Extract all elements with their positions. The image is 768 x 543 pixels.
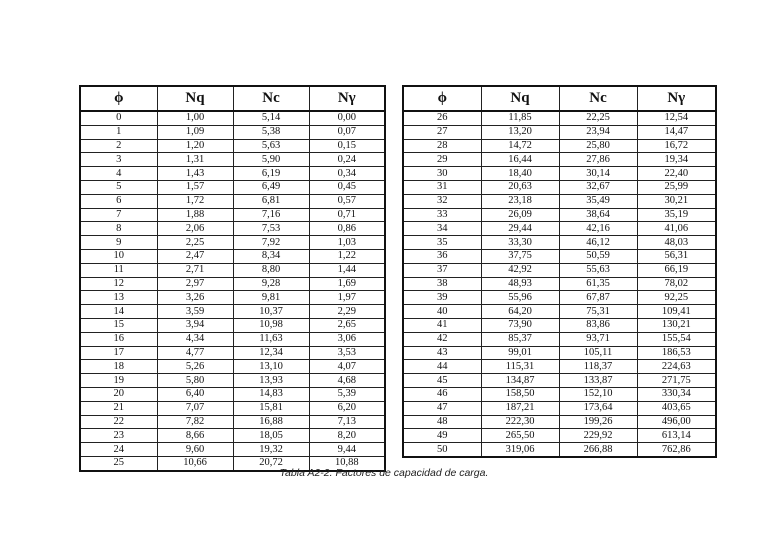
ngamma-cell: 1,44 — [309, 263, 385, 277]
header-nq: Nq — [157, 86, 233, 111]
table-row — [80, 249, 385, 263]
nc-cell: 93,71 — [559, 332, 637, 346]
nc-cell: 83,86 — [559, 318, 637, 332]
phi-cell: 15 — [80, 318, 157, 332]
table-row — [403, 429, 716, 443]
phi-cell: 26 — [403, 111, 481, 125]
nc-cell: 18,05 — [233, 429, 309, 443]
table-row — [80, 277, 385, 291]
ngamma-cell: 12,54 — [637, 111, 716, 125]
ngamma-cell: 496,00 — [637, 415, 716, 429]
ngamma-cell: 130,21 — [637, 318, 716, 332]
nq-cell: 26,09 — [481, 208, 559, 222]
nq-cell: 20,63 — [481, 180, 559, 194]
nq-cell: 55,96 — [481, 291, 559, 305]
table-row — [80, 167, 385, 181]
ngamma-cell: 0,45 — [309, 180, 385, 194]
table-row — [80, 194, 385, 208]
table-row — [403, 443, 716, 457]
ngamma-cell: 0,86 — [309, 222, 385, 236]
ngamma-cell: 403,65 — [637, 401, 716, 415]
table-caption: Tabla A2-2. Factores de capacidad de carga. — [279, 467, 489, 479]
nq-cell: 7,82 — [157, 415, 233, 429]
nc-cell: 6,19 — [233, 167, 309, 181]
ngamma-cell: 109,41 — [637, 305, 716, 319]
ngamma-cell: 186,53 — [637, 346, 716, 360]
nc-cell: 75,31 — [559, 305, 637, 319]
nq-cell: 265,50 — [481, 429, 559, 443]
nq-cell: 5,26 — [157, 360, 233, 374]
nq-cell: 1,72 — [157, 194, 233, 208]
ngamma-cell: 9,44 — [309, 443, 385, 457]
table-row — [80, 374, 385, 388]
phi-cell: 18 — [80, 360, 157, 374]
table-row — [80, 236, 385, 250]
phi-cell: 33 — [403, 208, 481, 222]
nc-cell: 5,90 — [233, 153, 309, 167]
phi-cell: 7 — [80, 208, 157, 222]
table-row — [403, 415, 716, 429]
header-ngamma: Nγ — [637, 86, 716, 111]
nq-cell: 187,21 — [481, 401, 559, 415]
nc-cell: 118,37 — [559, 360, 637, 374]
phi-cell: 22 — [80, 415, 157, 429]
phi-cell: 32 — [403, 194, 481, 208]
ngamma-cell: 25,99 — [637, 180, 716, 194]
table-row — [80, 125, 385, 139]
table-row — [80, 180, 385, 194]
table-row — [403, 360, 716, 374]
table-row — [403, 111, 716, 125]
nq-cell: 4,34 — [157, 332, 233, 346]
phi-cell: 45 — [403, 374, 481, 388]
table-row — [80, 305, 385, 319]
nq-cell: 3,94 — [157, 318, 233, 332]
phi-cell: 27 — [403, 125, 481, 139]
nq-cell: 1,57 — [157, 180, 233, 194]
nc-cell: 67,87 — [559, 291, 637, 305]
ngamma-cell: 0,00 — [309, 111, 385, 125]
ngamma-cell: 0,07 — [309, 125, 385, 139]
nc-cell: 173,64 — [559, 401, 637, 415]
table-row — [80, 111, 385, 125]
table-row — [80, 429, 385, 443]
nq-cell: 222,30 — [481, 415, 559, 429]
nq-cell: 115,31 — [481, 360, 559, 374]
phi-cell: 25 — [80, 456, 157, 470]
nq-cell: 1,31 — [157, 153, 233, 167]
nc-cell: 152,10 — [559, 387, 637, 401]
ngamma-cell: 35,19 — [637, 208, 716, 222]
table-row — [403, 153, 716, 167]
nc-cell: 32,67 — [559, 180, 637, 194]
nc-cell: 19,32 — [233, 443, 309, 457]
phi-cell: 34 — [403, 222, 481, 236]
nq-cell: 10,66 — [157, 456, 233, 470]
phi-cell: 42 — [403, 332, 481, 346]
nq-cell: 33,30 — [481, 236, 559, 250]
nc-cell: 133,87 — [559, 374, 637, 388]
table-row — [403, 291, 716, 305]
ngamma-cell: 2,29 — [309, 305, 385, 319]
nq-cell: 5,80 — [157, 374, 233, 388]
phi-cell: 20 — [80, 387, 157, 401]
ngamma-cell: 330,34 — [637, 387, 716, 401]
nc-cell: 199,26 — [559, 415, 637, 429]
table-row — [403, 180, 716, 194]
ngamma-cell: 78,02 — [637, 277, 716, 291]
nq-cell: 1,43 — [157, 167, 233, 181]
table-row — [403, 401, 716, 415]
nc-cell: 5,63 — [233, 139, 309, 153]
nq-cell: 1,20 — [157, 139, 233, 153]
ngamma-cell: 1,69 — [309, 277, 385, 291]
table-row — [403, 277, 716, 291]
nc-cell: 5,14 — [233, 111, 309, 125]
phi-cell: 11 — [80, 263, 157, 277]
table-row — [403, 125, 716, 139]
phi-cell: 21 — [80, 401, 157, 415]
ngamma-cell: 1,22 — [309, 249, 385, 263]
header-phi: ϕ — [403, 86, 481, 111]
phi-cell: 9 — [80, 236, 157, 250]
header-phi: ϕ — [80, 86, 157, 111]
phi-cell: 44 — [403, 360, 481, 374]
ngamma-cell: 0,34 — [309, 167, 385, 181]
nc-cell: 7,92 — [233, 236, 309, 250]
table-row — [403, 263, 716, 277]
ngamma-cell: 92,25 — [637, 291, 716, 305]
nq-cell: 2,71 — [157, 263, 233, 277]
nq-cell: 73,90 — [481, 318, 559, 332]
ngamma-cell: 7,13 — [309, 415, 385, 429]
phi-cell: 39 — [403, 291, 481, 305]
ngamma-cell: 3,06 — [309, 332, 385, 346]
header-nc: Nc — [559, 86, 637, 111]
ngamma-cell: 1,97 — [309, 291, 385, 305]
nq-cell: 158,50 — [481, 387, 559, 401]
nc-cell: 9,81 — [233, 291, 309, 305]
nc-cell: 5,38 — [233, 125, 309, 139]
ngamma-cell: 224,63 — [637, 360, 716, 374]
nq-cell: 37,75 — [481, 249, 559, 263]
phi-cell: 38 — [403, 277, 481, 291]
ngamma-cell: 16,72 — [637, 139, 716, 153]
phi-cell: 16 — [80, 332, 157, 346]
ngamma-cell: 6,20 — [309, 401, 385, 415]
nc-cell: 14,83 — [233, 387, 309, 401]
table-row — [80, 360, 385, 374]
phi-cell: 4 — [80, 167, 157, 181]
table-row — [80, 139, 385, 153]
bearing-factors-table-right — [402, 85, 717, 458]
phi-cell: 47 — [403, 401, 481, 415]
nc-cell: 20,72 — [233, 456, 309, 470]
bearing-factors-table-left — [79, 85, 386, 472]
table-row — [80, 291, 385, 305]
table-header-row — [403, 86, 716, 111]
nq-cell: 2,06 — [157, 222, 233, 236]
phi-cell: 13 — [80, 291, 157, 305]
nc-cell: 105,11 — [559, 346, 637, 360]
nq-cell: 85,37 — [481, 332, 559, 346]
header-nc: Nc — [233, 86, 309, 111]
phi-cell: 37 — [403, 263, 481, 277]
table-row — [80, 443, 385, 457]
nc-cell: 46,12 — [559, 236, 637, 250]
table-row — [403, 139, 716, 153]
nc-cell: 11,63 — [233, 332, 309, 346]
table-row — [403, 346, 716, 360]
nc-cell: 50,59 — [559, 249, 637, 263]
phi-cell: 10 — [80, 249, 157, 263]
ngamma-cell: 0,57 — [309, 194, 385, 208]
phi-cell: 1 — [80, 125, 157, 139]
table-row — [403, 387, 716, 401]
table-row — [403, 194, 716, 208]
ngamma-cell: 762,86 — [637, 443, 716, 457]
nq-cell: 4,77 — [157, 346, 233, 360]
ngamma-cell: 41,06 — [637, 222, 716, 236]
nq-cell: 9,60 — [157, 443, 233, 457]
nq-cell: 2,47 — [157, 249, 233, 263]
table-row — [403, 208, 716, 222]
ngamma-cell: 2,65 — [309, 318, 385, 332]
phi-cell: 28 — [403, 139, 481, 153]
ngamma-cell: 0,24 — [309, 153, 385, 167]
table-row — [403, 374, 716, 388]
nc-cell: 25,80 — [559, 139, 637, 153]
nc-cell: 30,14 — [559, 167, 637, 181]
nc-cell: 266,88 — [559, 443, 637, 457]
phi-cell: 40 — [403, 305, 481, 319]
ngamma-cell: 155,54 — [637, 332, 716, 346]
nc-cell: 8,80 — [233, 263, 309, 277]
nc-cell: 16,88 — [233, 415, 309, 429]
ngamma-cell: 3,53 — [309, 346, 385, 360]
table-row — [403, 332, 716, 346]
ngamma-cell: 48,03 — [637, 236, 716, 250]
nc-cell: 8,34 — [233, 249, 309, 263]
nc-cell: 9,28 — [233, 277, 309, 291]
nc-cell: 12,34 — [233, 346, 309, 360]
nc-cell: 15,81 — [233, 401, 309, 415]
table-row — [80, 401, 385, 415]
nc-cell: 10,37 — [233, 305, 309, 319]
nc-cell: 42,16 — [559, 222, 637, 236]
nq-cell: 1,00 — [157, 111, 233, 125]
nq-cell: 14,72 — [481, 139, 559, 153]
nc-cell: 6,49 — [233, 180, 309, 194]
phi-cell: 46 — [403, 387, 481, 401]
nc-cell: 61,35 — [559, 277, 637, 291]
nq-cell: 2,25 — [157, 236, 233, 250]
ngamma-cell: 4,07 — [309, 360, 385, 374]
phi-cell: 3 — [80, 153, 157, 167]
nq-cell: 319,06 — [481, 443, 559, 457]
phi-cell: 31 — [403, 180, 481, 194]
phi-cell: 49 — [403, 429, 481, 443]
table-header-row — [80, 86, 385, 111]
nq-cell: 3,59 — [157, 305, 233, 319]
table-row — [80, 415, 385, 429]
phi-cell: 5 — [80, 180, 157, 194]
ngamma-cell: 613,14 — [637, 429, 716, 443]
table-row — [403, 236, 716, 250]
ngamma-cell: 0,15 — [309, 139, 385, 153]
ngamma-cell: 56,31 — [637, 249, 716, 263]
nq-cell: 11,85 — [481, 111, 559, 125]
nq-cell: 23,18 — [481, 194, 559, 208]
nc-cell: 6,81 — [233, 194, 309, 208]
ngamma-cell: 8,20 — [309, 429, 385, 443]
nq-cell: 18,40 — [481, 167, 559, 181]
table-row — [80, 153, 385, 167]
table-row — [80, 332, 385, 346]
nq-cell: 29,44 — [481, 222, 559, 236]
nq-cell: 1,09 — [157, 125, 233, 139]
nq-cell: 42,92 — [481, 263, 559, 277]
phi-cell: 30 — [403, 167, 481, 181]
ngamma-cell: 66,19 — [637, 263, 716, 277]
ngamma-cell: 4,68 — [309, 374, 385, 388]
nq-cell: 16,44 — [481, 153, 559, 167]
table-row — [80, 387, 385, 401]
nq-cell: 13,20 — [481, 125, 559, 139]
nc-cell: 13,93 — [233, 374, 309, 388]
ngamma-cell: 10,88 — [309, 456, 385, 470]
ngamma-cell: 271,75 — [637, 374, 716, 388]
nq-cell: 99,01 — [481, 346, 559, 360]
nc-cell: 10,98 — [233, 318, 309, 332]
nq-cell: 48,93 — [481, 277, 559, 291]
nc-cell: 22,25 — [559, 111, 637, 125]
nq-cell: 2,97 — [157, 277, 233, 291]
table-row — [403, 249, 716, 263]
nc-cell: 35,49 — [559, 194, 637, 208]
phi-cell: 19 — [80, 374, 157, 388]
phi-cell: 29 — [403, 153, 481, 167]
ngamma-cell: 30,21 — [637, 194, 716, 208]
nc-cell: 55,63 — [559, 263, 637, 277]
table-row — [403, 318, 716, 332]
nc-cell: 229,92 — [559, 429, 637, 443]
nc-cell: 13,10 — [233, 360, 309, 374]
table-row — [80, 208, 385, 222]
header-ngamma: Nγ — [309, 86, 385, 111]
table-row — [403, 167, 716, 181]
ngamma-cell: 1,03 — [309, 236, 385, 250]
nq-cell: 3,26 — [157, 291, 233, 305]
phi-cell: 48 — [403, 415, 481, 429]
header-nq: Nq — [481, 86, 559, 111]
ngamma-cell: 14,47 — [637, 125, 716, 139]
table-row — [80, 263, 385, 277]
phi-cell: 23 — [80, 429, 157, 443]
ngamma-cell: 5,39 — [309, 387, 385, 401]
phi-cell: 14 — [80, 305, 157, 319]
ngamma-cell: 0,71 — [309, 208, 385, 222]
phi-cell: 12 — [80, 277, 157, 291]
phi-cell: 43 — [403, 346, 481, 360]
ngamma-cell: 22,40 — [637, 167, 716, 181]
nc-cell: 38,64 — [559, 208, 637, 222]
nq-cell: 7,07 — [157, 401, 233, 415]
phi-cell: 36 — [403, 249, 481, 263]
nq-cell: 1,88 — [157, 208, 233, 222]
table-row — [403, 222, 716, 236]
nc-cell: 7,53 — [233, 222, 309, 236]
phi-cell: 8 — [80, 222, 157, 236]
table-row — [80, 346, 385, 360]
nc-cell: 27,86 — [559, 153, 637, 167]
nc-cell: 23,94 — [559, 125, 637, 139]
nq-cell: 134,87 — [481, 374, 559, 388]
phi-cell: 0 — [80, 111, 157, 125]
phi-cell: 24 — [80, 443, 157, 457]
nc-cell: 7,16 — [233, 208, 309, 222]
nq-cell: 8,66 — [157, 429, 233, 443]
phi-cell: 41 — [403, 318, 481, 332]
phi-cell: 35 — [403, 236, 481, 250]
phi-cell: 50 — [403, 443, 481, 457]
nq-cell: 6,40 — [157, 387, 233, 401]
table-row — [403, 305, 716, 319]
table-row — [80, 222, 385, 236]
nq-cell: 64,20 — [481, 305, 559, 319]
ngamma-cell: 19,34 — [637, 153, 716, 167]
phi-cell: 6 — [80, 194, 157, 208]
phi-cell: 17 — [80, 346, 157, 360]
table-row — [80, 318, 385, 332]
phi-cell: 2 — [80, 139, 157, 153]
